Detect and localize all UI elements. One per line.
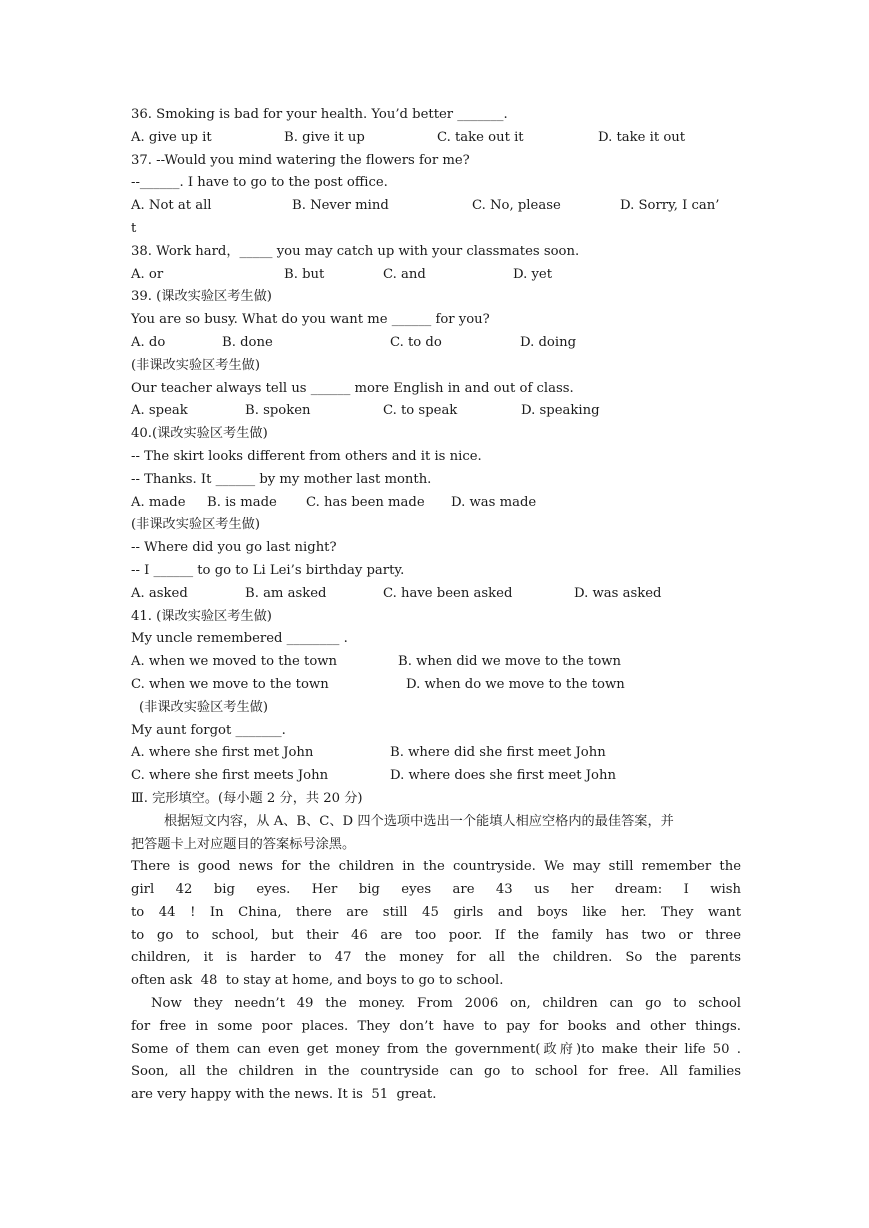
option-b: B. Never mind xyxy=(292,198,389,214)
question-39-stem-nonreform: Our teacher always tell us ______ more English in and out of class. xyxy=(131,380,574,396)
exam-page xyxy=(131,104,741,1107)
passage-line: to 44 ! In China, there are still 45 girls and boys like her. They want xyxy=(131,904,741,920)
option-b: B. where did she first meet John xyxy=(390,745,606,761)
passage-line: for free in some poor places. They don’t have to pay for books and other things. xyxy=(131,1018,741,1034)
option-c: C. have been asked xyxy=(383,585,513,601)
passage-line: often ask 48 to stay at home, and boys to go to school. xyxy=(131,973,504,989)
question-37-reply: --______. I have to go to the post office. xyxy=(131,175,388,191)
question-41-stem-nonreform: My aunt forgot _______. xyxy=(131,722,286,738)
option-d: D. was asked xyxy=(574,585,662,601)
option-d: D. speaking xyxy=(521,403,600,419)
option-a: A. when we moved to the town xyxy=(131,654,338,670)
question-40-header-nonreform: (非课改实验区考生做) xyxy=(131,517,260,533)
question-39-options-nonreform xyxy=(131,400,741,423)
passage-line: to go to school, but their 46 are too poor. If the family has two or three xyxy=(131,927,741,943)
option-b: B. done xyxy=(222,334,273,350)
option-a: A. made xyxy=(131,494,186,510)
section-3-instruction-line2: 把答题卡上对应题目的答案标号涂黑。 xyxy=(131,836,356,852)
question-40-line1-nonreform: -- Where did you go last night? xyxy=(131,540,337,556)
option-a: A. give up it xyxy=(131,129,212,145)
option-d: D. yet xyxy=(513,266,553,282)
option-b: B. give it up xyxy=(284,129,365,145)
question-39-options-reform xyxy=(131,332,741,355)
passage-line: There is good news for the children in the countryside. We may still remember the xyxy=(131,859,741,875)
cloze-passage xyxy=(131,856,741,1107)
question-41-stem-reform: My uncle remembered ________ . xyxy=(131,631,348,647)
question-39-header-nonreform: (非课改实验区考生做) xyxy=(131,357,260,373)
passage-line: Now they needn’t 49 the money. From 2006 on, children can go to school xyxy=(151,996,741,1012)
option-a: A. do xyxy=(131,334,166,350)
question-39-stem-reform: You are so busy. What do you want me ______ for you? xyxy=(131,312,490,328)
option-c: C. to speak xyxy=(383,403,458,419)
option-c: C. and xyxy=(383,266,426,282)
question-40-options-nonreform xyxy=(131,583,741,606)
question-40-header-reform: 40.(课改实验区考生做) xyxy=(131,426,268,442)
section-3-title: Ⅲ. 完形填空。(每小题 2 分，共 20 分) xyxy=(131,790,363,806)
option-b: B. when did we move to the town xyxy=(398,654,622,670)
option-c: C. to do xyxy=(390,334,442,350)
option-d: D. when do we move to the town xyxy=(406,676,625,692)
question-38-stem: 38. Work hard，_____ you may catch up with your classmates soon. xyxy=(131,243,580,259)
question-39-header-reform: 39. (课改实验区考生做) xyxy=(131,289,272,305)
option-d: D. doing xyxy=(520,334,577,350)
passage-line: Soon, all the children in the countryside can go to school for free. All families xyxy=(131,1064,741,1080)
option-c: C. take out it xyxy=(437,129,524,145)
option-a: A. where she first met John xyxy=(131,745,314,761)
option-b: B. is made xyxy=(207,494,277,510)
question-41-options-nonreform-ab xyxy=(131,742,741,765)
question-40-options-reform xyxy=(131,492,741,515)
question-38-options xyxy=(131,264,741,287)
option-d: D. was made xyxy=(451,494,537,510)
option-d: D. Sorry, I can’ xyxy=(620,198,720,214)
passage-line: girl 42 big eyes. Her big eyes are 43 us her dream: I wish xyxy=(131,882,741,898)
option-a: A. asked xyxy=(131,585,188,601)
question-36-stem: 36. Smoking is bad for your health. You’d better _______. xyxy=(131,107,508,122)
section-3-instruction-line1: 根据短文内容，从 A、B、C、D 四个选项中选出一个能填人相应空格内的最佳答案，并 xyxy=(164,813,674,829)
option-c: C. No, please xyxy=(472,198,561,214)
question-41-options-reform-ab xyxy=(131,651,741,674)
question-40-line2-reform: -- Thanks. It ______ by my mother last month. xyxy=(131,471,432,487)
question-41-options-reform-cd xyxy=(131,674,741,697)
question-41-header-nonreform: (非课改实验区考生做) xyxy=(139,699,268,715)
option-d: D. take it out xyxy=(598,129,686,145)
question-41-header-reform: 41. (课改实验区考生做) xyxy=(131,608,272,624)
question-41-options-nonreform-cd xyxy=(131,765,741,788)
option-c: C. where she first meets John xyxy=(131,768,329,784)
passage-line: Some of them can even get money from the government(政府)to make their life 50 . xyxy=(131,1041,741,1057)
question-40-line1-reform: -- The skirt looks different from others and it is nice. xyxy=(131,448,482,464)
question-40-line2-nonreform: -- I ______ to go to Li Lei’s birthday party. xyxy=(131,562,405,578)
option-a: A. Not at all xyxy=(131,198,212,214)
passage-line: are very happy with the news. It is 51 great. xyxy=(131,1087,437,1103)
option-d: D. where does she first meet John xyxy=(390,768,616,784)
option-a: A. or xyxy=(131,266,164,282)
question-37-options xyxy=(131,195,741,218)
question-37-option-d-wrap: t xyxy=(131,220,137,236)
option-c: C. has been made xyxy=(306,494,425,510)
question-37-stem: 37. --Would you mind watering the flowers for me? xyxy=(131,152,470,168)
option-a: A. speak xyxy=(131,403,188,419)
option-b: B. am asked xyxy=(245,585,327,601)
passage-line: children, it is harder to 47 the money for all the children. So the parents xyxy=(131,950,741,966)
option-b: B. but xyxy=(284,266,325,282)
option-b: B. spoken xyxy=(245,403,311,419)
option-c: C. when we move to the town xyxy=(131,676,329,692)
question-36-options xyxy=(131,127,741,150)
